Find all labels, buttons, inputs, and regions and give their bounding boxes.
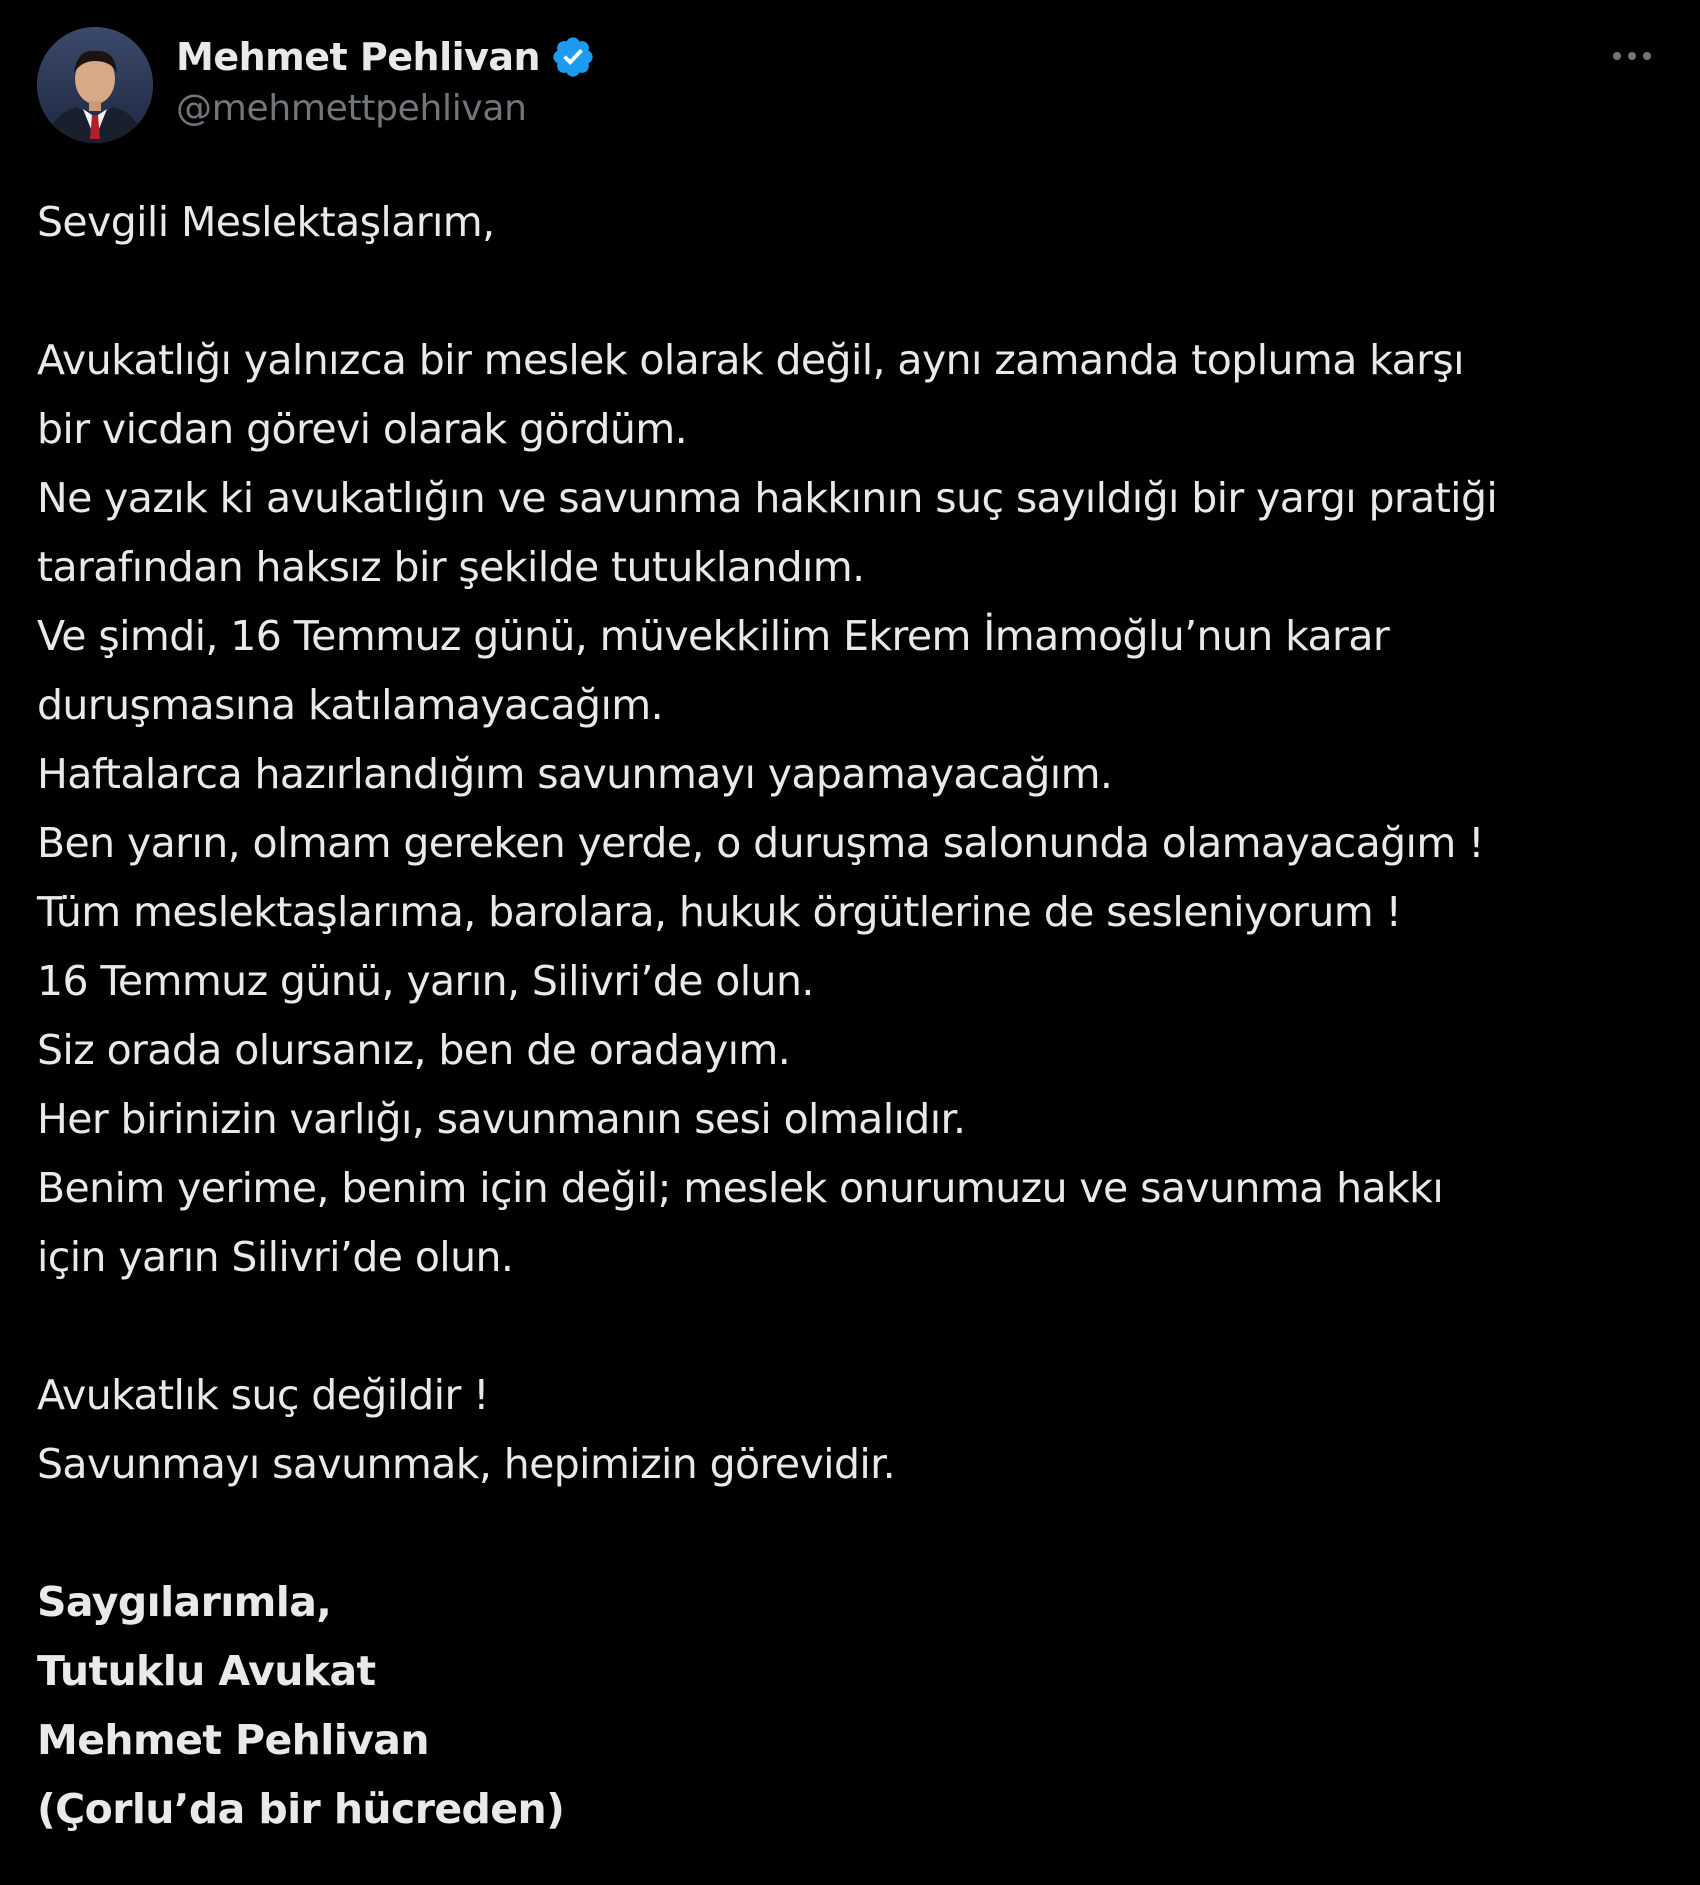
post-text xyxy=(37,188,1677,1844)
post-line: Ne yazık ki avukatlığın ve savunma hakkının suç sayıldığı bir yargı pratiği xyxy=(37,474,1498,522)
post-line: Haftalarca hazırlandığım savunmayı yapamayacağım. xyxy=(37,750,1113,798)
author-info xyxy=(176,30,596,129)
post-line: tarafından haksız bir şekilde tutuklandım. xyxy=(37,543,865,591)
author-handle[interactable]: @mehmettpehlivan xyxy=(176,88,527,129)
post-line: bir vicdan görevi olarak gördüm. xyxy=(37,405,688,453)
post-greeting: Sevgili Meslektaşlarım, xyxy=(37,198,495,246)
post-line: Ve şimdi, 16 Temmuz günü, müvekkilim Ekrem İmamoğlu’nun karar xyxy=(37,612,1390,660)
author-display-name[interactable]: Mehmet Pehlivan xyxy=(176,35,541,79)
profile-photo xyxy=(37,27,153,143)
closing-line: Avukatlık suç değildir ! xyxy=(37,1371,489,1419)
name-row xyxy=(176,30,596,84)
paragraph-break xyxy=(37,1292,1677,1361)
post-line: 16 Temmuz günü, yarın, Silivri’de olun. xyxy=(37,957,814,1005)
closing-line: Savunmayı savunmak, hepimizin görevidir. xyxy=(37,1440,896,1488)
more-options-button[interactable] xyxy=(1608,42,1656,70)
paragraph-break xyxy=(37,1499,1677,1568)
post-line: Avukatlığı yalnızca bir meslek olarak değil, aynı zamanda topluma karşı xyxy=(37,336,1464,384)
post-line: Tüm meslektaşlarıma, barolara, hukuk örgütlerine de sesleniyorum ! xyxy=(37,888,1402,936)
post-line: Benim yerime, benim için değil; meslek onurumuzu ve savunma hakkı xyxy=(37,1164,1444,1212)
post-line: Siz orada olursanız, ben de oradayım. xyxy=(37,1026,791,1074)
post-line: duruşmasına katılamayacağım. xyxy=(37,681,664,729)
post-line: Her birinizin varlığı, savunmanın sesi olmalıdır. xyxy=(37,1095,966,1143)
signature-line: Tutuklu Avukat xyxy=(37,1647,376,1695)
signature-line: Mehmet Pehlivan xyxy=(37,1716,429,1764)
signature-line: Saygılarımla, xyxy=(37,1578,332,1626)
verified-badge-icon xyxy=(550,34,596,80)
post-line: için yarın Silivri’de olun. xyxy=(37,1233,514,1281)
post-line: Ben yarın, olmam gereken yerde, o duruşma salonunda olamayacağım ! xyxy=(37,819,1484,867)
signature-line: (Çorlu’da bir hücreden) xyxy=(37,1785,565,1833)
paragraph-break xyxy=(37,257,1677,326)
avatar[interactable] xyxy=(37,27,153,143)
more-horizontal-icon xyxy=(1608,42,1656,70)
